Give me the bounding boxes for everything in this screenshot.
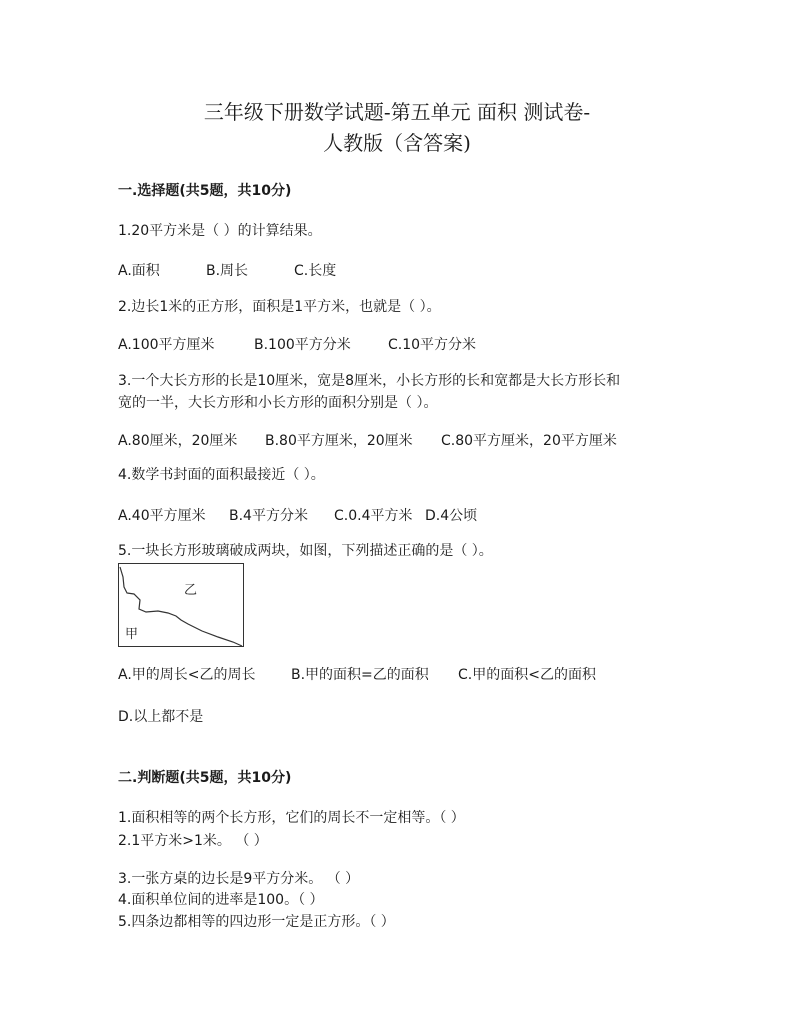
section2-heading: 二.判断题(共5题，共10分) (118, 770, 292, 786)
question-3-line2: 宽的一半，大长方形和小长方形的面积分别是（ ）。 (118, 395, 438, 411)
option-a: A.80厘米，20厘米 (118, 433, 238, 449)
judge-item-2: 2.1平方米>1米。 （ ） (118, 833, 268, 849)
option-a: A.面积 (118, 263, 160, 279)
label-yi: 乙 (184, 583, 198, 598)
label-jia: 甲 (125, 627, 139, 642)
option-b: B.甲的面积=乙的面积 (291, 667, 429, 683)
option-c: C.长度 (294, 263, 337, 279)
option-b: B.4平方分米 (229, 508, 308, 524)
section1-heading: 一.选择题(共5题，共10分) (118, 183, 292, 199)
option-c: C.甲的面积<乙的面积 (458, 667, 596, 683)
broken-glass-figure (118, 563, 244, 647)
question-5: 5.一块长方形玻璃破成两块，如图，下列描述正确的是（ ）。 (118, 543, 493, 559)
judge-item-4: 4.面积单位间的进率是100。（ ） (118, 892, 324, 908)
option-a: A.100平方厘米 (118, 337, 215, 353)
option-c: C.10平方分米 (388, 337, 477, 353)
option-a: A.40平方厘米 (118, 508, 206, 524)
question-1: 1.20平方米是（ ）的计算结果。 (118, 223, 322, 239)
option-d: D.4公顷 (425, 508, 478, 524)
option-d: D.以上都不是 (118, 709, 204, 725)
question-4: 4.数学书封面的面积最接近（ ）。 (118, 467, 325, 483)
judge-item-1: 1.面积相等的两个长方形，它们的周长不一定相等。（ ） (118, 810, 465, 826)
option-b: B.周长 (206, 263, 249, 279)
judge-item-3: 3.一张方桌的边长是9平方分米。 （ ） (118, 871, 360, 887)
page-title-line1: 三年级下册数学试题-第五单元 面积 测试卷- (203, 100, 591, 124)
question-2: 2.边长1米的正方形，面积是1平方米，也就是（ ）。 (118, 299, 441, 315)
option-c: C.80平方厘米，20平方厘米 (441, 433, 617, 449)
option-b: B.100平方分米 (254, 337, 351, 353)
judge-item-5: 5.四条边都相等的四边形一定是正方形。（ ） (118, 914, 395, 930)
question-3-line1: 3.一个大长方形的长是10厘米，宽是8厘米，小长方形的长和宽都是大长方形长和 (118, 373, 621, 389)
option-c: C.0.4平方米 (334, 508, 413, 524)
option-a: A.甲的周长<乙的周长 (118, 667, 256, 683)
page-title-line2: 人教版（含答案) (323, 131, 471, 155)
option-b: B.80平方厘米，20厘米 (265, 433, 413, 449)
